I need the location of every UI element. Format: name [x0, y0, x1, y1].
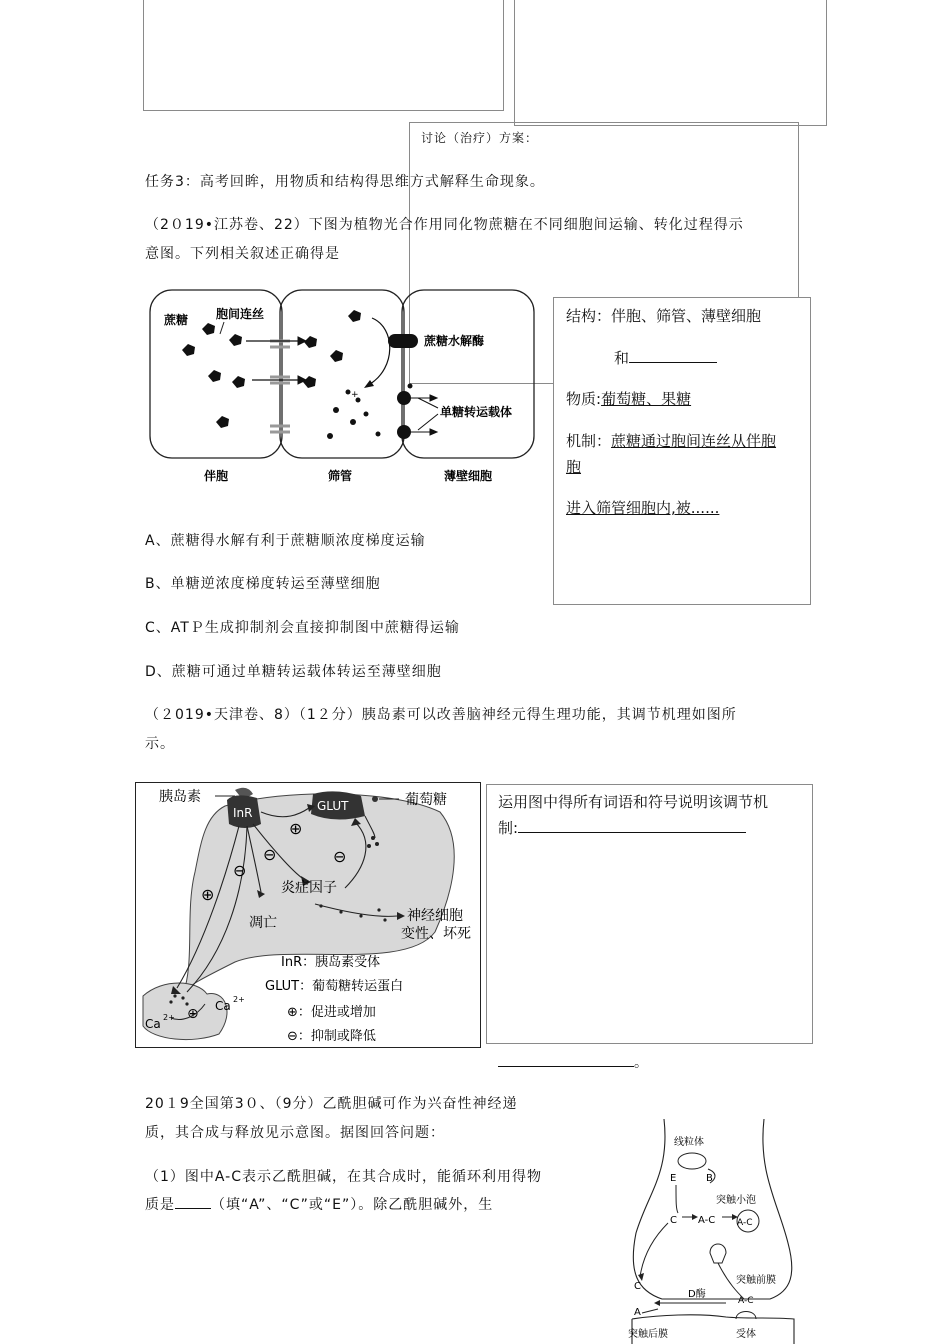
c-label-left: C [634, 1281, 641, 1292]
cell-label-companion: 伴胞 [204, 469, 229, 483]
degeneration-label: 变性、坏死 [401, 926, 471, 942]
q3-line4-post: （填“A”、“C”或“E”）。除乙酰胆碱外，生 [211, 1197, 494, 1213]
q1-substance-value: 葡萄糖、果糖 [601, 390, 692, 408]
presynaptic-label: 突触前膜 [736, 1275, 776, 1286]
vesicle-label: 突触小泡 [716, 1195, 756, 1206]
q1-mechanism-line [566, 429, 776, 453]
q2-prompt-label: 制: [498, 819, 519, 837]
glut-label: GLUT [317, 799, 349, 813]
minus-sign-2: ⊖ [233, 861, 247, 880]
c-label-top: C [670, 1215, 677, 1226]
q1-mechanism-char: 胞 [566, 458, 582, 476]
apoptosis-label: 凋亡 [249, 915, 277, 931]
mito-label: 线粒体 [674, 1137, 704, 1148]
q1-mechanism-cont: 进入筛管细胞内,被...... [566, 499, 720, 517]
q2-tail-line [498, 1052, 649, 1074]
discussion-label: 讨论（治疗）方案： [421, 131, 539, 145]
q1-and-word: 和 [614, 349, 630, 367]
q2-prompt-line2 [498, 816, 746, 840]
sucrose-label: 蔗糖 [164, 313, 189, 327]
q2-stem-line1: （２019•天津卷、8）（1２分）胰岛素可以改善脑神经元得生理功能，其调节机理如图所 [145, 707, 737, 723]
q1-option-d: D、蔗糖可通过单糖转运载体转运至薄壁细胞 [145, 664, 442, 680]
inflammation-label: 炎症因子 [281, 880, 337, 896]
q1-structure-line: 结构：伴胞、筛管、薄壁细胞 [566, 307, 762, 325]
cell-label-sieve-tube: 筛管 [328, 469, 353, 483]
b-label: B [706, 1173, 713, 1184]
q1-and-line [614, 346, 717, 370]
q1-option-c: C、ATＰ生成抑制剂会直接抑制图中蔗糖得运输 [145, 620, 460, 636]
q2-tail-blank[interactable] [498, 1066, 634, 1067]
plus-sign-1: ⊕ [289, 819, 303, 838]
legend-inr: InR：胰岛素受体 [281, 955, 381, 970]
insulin-mechanism-figure [135, 782, 481, 1048]
e-label: E [670, 1173, 677, 1184]
insulin-label: 胰岛素 [159, 789, 201, 805]
receptor-label: 受体 [736, 1329, 756, 1340]
minus-sign-1: ⊖ [263, 845, 277, 864]
q3-line4-pre: 质是 [145, 1197, 175, 1213]
sucrose-transport-figure [148, 288, 538, 488]
q1-substance-label: 物质: [566, 390, 602, 408]
inr-label: InR [233, 806, 253, 820]
q3-line4 [145, 1194, 493, 1216]
a-label: A [634, 1307, 641, 1318]
legend-minus: ⊖：抑制或降低 [287, 1029, 376, 1044]
q2-prompt-line1: 运用图中得所有词语和符号说明该调节机 [498, 793, 769, 811]
cell-label-parenchyma: 薄壁细胞 [444, 469, 493, 483]
postsynaptic-label: 突触后膜 [628, 1329, 668, 1340]
ca-charge-left: 2+ [163, 1013, 175, 1022]
ac-label-cleft: A-C [738, 1296, 754, 1306]
q1-substance-line [566, 387, 691, 411]
plus-sign-2: ⊕ [201, 885, 215, 904]
q2-mechanism-blank[interactable] [518, 832, 746, 833]
q3-line3: （1）图中A-C表示乙酰胆碱，在其合成时，能循环利用得物 [145, 1169, 543, 1185]
top-right-box [514, 0, 827, 126]
q1-option-a: A、蔗糖得水解有利于蔗糖顺浓度梯度运输 [145, 533, 426, 549]
task3-heading: 任务3：高考回眸，用物质和结构得思维方式解释生命现象。 [145, 174, 545, 190]
q2-tail-period: 。 [634, 1055, 649, 1071]
hydrolase-label: 蔗糖水解酶 [424, 334, 485, 348]
plus-sign-3: ⊕ [187, 1006, 199, 1022]
q2-stem-line2: 示。 [145, 736, 175, 752]
q3-line2: 质，其合成与释放见示意图。据图回答问题： [145, 1125, 445, 1141]
q1-mechanism-value: 蔗糖通过胞间连丝从伴胞 [611, 432, 777, 450]
d-enzyme-label: D酶 [688, 1289, 706, 1300]
q1-option-b: B、单糖逆浓度梯度转运至薄壁细胞 [145, 576, 381, 592]
q1-mechanism-label: 机制： [566, 432, 612, 450]
minus-sign-3: ⊖ [333, 847, 347, 866]
acetylcholine-figure [618, 1113, 808, 1344]
legend-glut: GLUT：葡萄糖转运蛋白 [265, 979, 404, 994]
q3-substance-blank[interactable] [175, 1208, 211, 1209]
ca-charge-right: 2+ [233, 995, 245, 1004]
q1-stem-line1: （2０19•江苏卷、22）下图为植物光合作用同化物蔗糖在不同细胞间运输、转化过程得示 [145, 217, 744, 233]
top-left-box [143, 0, 504, 111]
ac-label-top: A-C [698, 1215, 716, 1226]
q1-stem-line2: 意图。下列相关叙述正确得是 [145, 246, 340, 262]
q1-structure-blank[interactable] [629, 362, 717, 363]
neuron-label: 神经细胞 [407, 908, 463, 924]
legend-plus: ⊕：促进或增加 [287, 1005, 376, 1020]
carrier-label: 单糖转运载体 [440, 405, 513, 419]
ca-label-right: Ca [215, 999, 231, 1013]
glucose-label: 葡萄糖 [405, 792, 447, 808]
ac-label-vesicle: A-C [737, 1218, 753, 1228]
svg-text:+: + [351, 390, 359, 400]
plasmodesmata-label: 胞间连丝 [216, 307, 265, 321]
ca-label-left: Ca [145, 1017, 161, 1031]
q3-line1: 20１9全国第3０、（9分）乙酰胆碱可作为兴奋性神经递 [145, 1096, 518, 1112]
